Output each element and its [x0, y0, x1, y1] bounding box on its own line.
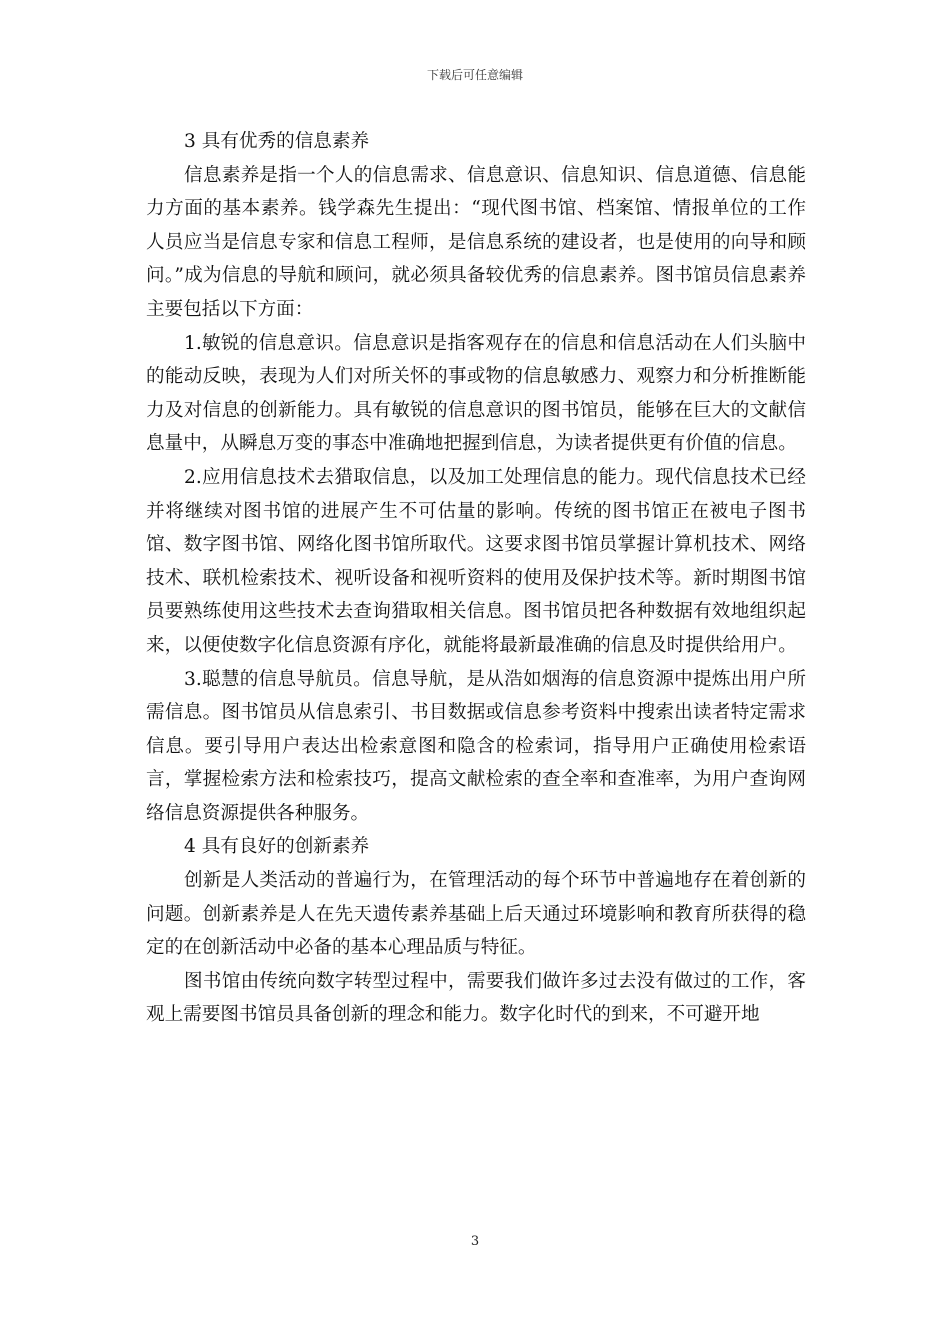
document-body — [146, 125, 806, 1032]
body-paragraph: 图书馆由传统向数字转型过程中，需要我们做许多过去没有做过的工作，客观上需要图书馆员具备创新的理念和能力。数字化时代的到来，不可避开地 — [146, 970, 806, 1026]
list-paragraph: 3.聪慧的信息导航员。信息导航，是从浩如烟海的信息资源中提炼出用户所需信息。图书馆员从信息索引、书目数据或信息参考资料中搜索出读者特定需求信息。要引导用户表达出检索意图和隐含的检索词，指导用户正确使用检索语言，掌握检索方法和检索技巧，提高文献检索的查全率和查准率，为用户查询网络信息资源提供各种服务。 — [146, 668, 806, 824]
section-heading: 3 具有优秀的信息素养 — [184, 131, 370, 152]
page-header: 下载后可任意编辑 — [426, 68, 523, 82]
list-paragraph: 2.应用信息技术去猎取信息，以及加工处理信息的能力。现代信息技术已经并将继续对图书馆的进展产生不可估量的影响。传统的图书馆正在被电子图书馆、数字图书馆、网络化图书馆所取代。这要求图书馆员掌握计算机技术、网络技术、联机检索技术、视听设备和视听资料的使用及保护技术等。新时期图书馆员要熟练使用这些技术去查询猎取相关信息。图书馆员把各种数据有效地组织起来，以便使数字化信息资源有序化，就能将最新最准确的信息及时提供给用户。 — [146, 466, 806, 656]
list-paragraph: 1.敏锐的信息意识。信息意识是指客观存在的信息和信息活动在人们头脑中的能动反映，表现为人们对所关怀的事或物的信息敏感力、观察力和分析推断能力及对信息的创新能力。具有敏锐的信息意识的图书馆员，能够在巨大的文献信息量中，从瞬息万变的事态中准确地把握到信息，为读者提供更有价值的信息。 — [146, 332, 806, 455]
page-number: 3 — [470, 1234, 480, 1249]
body-paragraph: 创新是人类活动的普遍行为，在管理活动的每个环节中普遍地存在着创新的问题。创新素养是人在先天遗传素养基础上后天通过环境影响和教育所获得的稳定的在创新活动中必备的基本心理品质与特征。 — [146, 870, 806, 959]
body-paragraph: 信息素养是指一个人的信息需求、信息意识、信息知识、信息道德、信息能力方面的基本素养。钱学森先生提出：“现代图书馆、档案馆、情报单位的工作人员应当是信息专家和信息工程师，是信息系统的建设者，也是使用的向导和顾问。”成为信息的导航和顾问，就必须具备较优秀的信息素养。图书馆员信息素养主要包括以下方面： — [146, 164, 806, 320]
section-heading: 4 具有良好的创新素养 — [184, 836, 370, 858]
